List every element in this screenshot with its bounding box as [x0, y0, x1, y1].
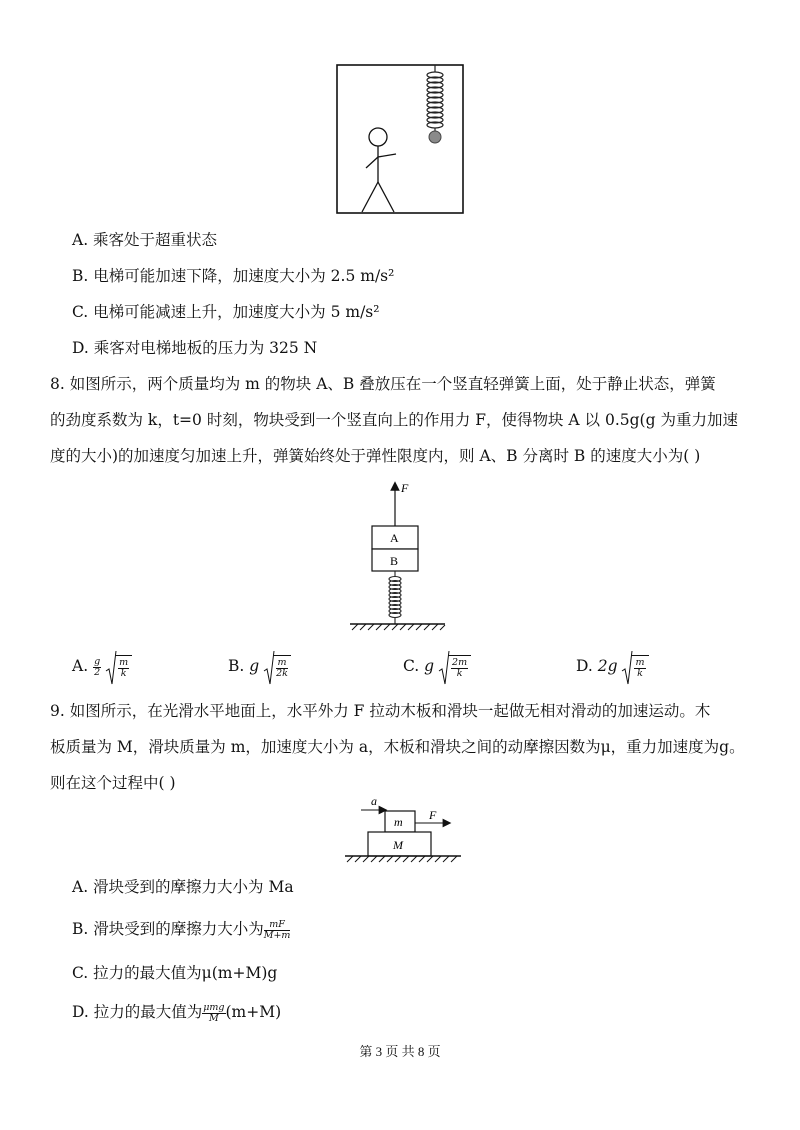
q9-option-d	[72, 1002, 281, 1024]
option-suffix: (m+M)	[225, 1003, 282, 1021]
ground	[350, 624, 445, 630]
fraction: $\frac{g}{2}$	[94, 655, 101, 678]
square-root: $\frac{m}{2k}$	[264, 655, 291, 679]
q9-stem-line-2: 板质量为 M，滑块质量为 m，加速度大小为 a，木板和滑块之间的动摩擦因数为μ，重力加速度为g。	[50, 738, 745, 756]
q7-option-b: B. 电梯可能加速下降，加速度大小为 2.5 m/s²	[72, 267, 395, 285]
option-label: C.	[403, 657, 420, 675]
hanging-ball	[429, 131, 441, 143]
option-text: B. 滑块受到的摩擦力大小为	[72, 920, 264, 938]
ground	[345, 856, 461, 862]
board-slider-figure	[343, 795, 468, 865]
q8-option-d	[576, 655, 649, 679]
square-root: $\frac{m}{k}$	[622, 655, 648, 679]
q7-option-a: A. 乘客处于超重状态	[72, 231, 218, 249]
coefficient: g	[424, 657, 435, 675]
board-label: M	[393, 838, 403, 852]
stacked-blocks-figure	[345, 478, 455, 636]
ceiling-spring	[427, 65, 443, 132]
q8-stem-line-3: 度的大小)的加速度匀加速上升，弹簧始终处于弹性限度内，则 A、B 分离时 B 的速度大小为( )	[50, 447, 701, 465]
option-label: A.	[72, 657, 89, 675]
square-root: $\frac{m}{k}$	[106, 655, 132, 679]
block-a-label: A	[390, 531, 399, 545]
q7-option-d: D. 乘客对电梯地板的压力为 325 N	[72, 339, 318, 357]
q9-option-a: A. 滑块受到的摩擦力大小为 Ma	[72, 878, 294, 896]
force-label: F	[429, 808, 437, 822]
fraction: $\frac{mF}{M+m}$	[263, 918, 291, 941]
coefficient: g	[249, 657, 260, 675]
page-footer: 第 3 页 共 8 页	[359, 1044, 441, 1059]
q9-stem-line-3: 则在这个过程中( )	[50, 774, 176, 792]
elevator-figure	[336, 64, 464, 214]
q8-option-a	[72, 655, 132, 679]
block-b-label: B	[390, 554, 399, 568]
q8-option-b	[228, 655, 291, 679]
q9-option-b	[72, 919, 290, 941]
q8-stem-line-2: 的劲度系数为 k，t=0 时刻，物块受到一个竖直向上的作用力 F，使得物块 A 以 0.5g(g 为重力加速	[50, 411, 738, 429]
accel-label: a	[371, 794, 377, 808]
passenger-figure	[362, 128, 396, 212]
option-label: B.	[228, 657, 245, 675]
square-root: $\frac{2m}{k}$	[439, 655, 471, 679]
q8-option-c	[403, 655, 471, 679]
coefficient: 2g	[597, 657, 618, 675]
option-label: D.	[576, 657, 593, 675]
option-text: D. 拉力的最大值为	[72, 1003, 203, 1021]
q9-stem-line-1: 9. 如图所示，在光滑水平地面上，水平外力 F 拉动木板和滑块一起做无相对滑动的加速运动。木	[50, 702, 711, 720]
q9-option-c: C. 拉力的最大值为μ(m+M)g	[72, 964, 278, 982]
slider-label: m	[394, 815, 403, 829]
fraction: $\frac{\text{μmg}}{M}$	[203, 1001, 225, 1024]
force-label: F	[401, 481, 409, 495]
q7-option-c: C. 电梯可能减速上升，加速度大小为 5 m/s²	[72, 303, 380, 321]
spring	[389, 571, 401, 624]
q8-stem-line-1: 8. 如图所示，两个质量均为 m 的物块 A、B 叠放压在一个竖直轻弹簧上面，处于静止状态，弹簧	[50, 375, 716, 393]
